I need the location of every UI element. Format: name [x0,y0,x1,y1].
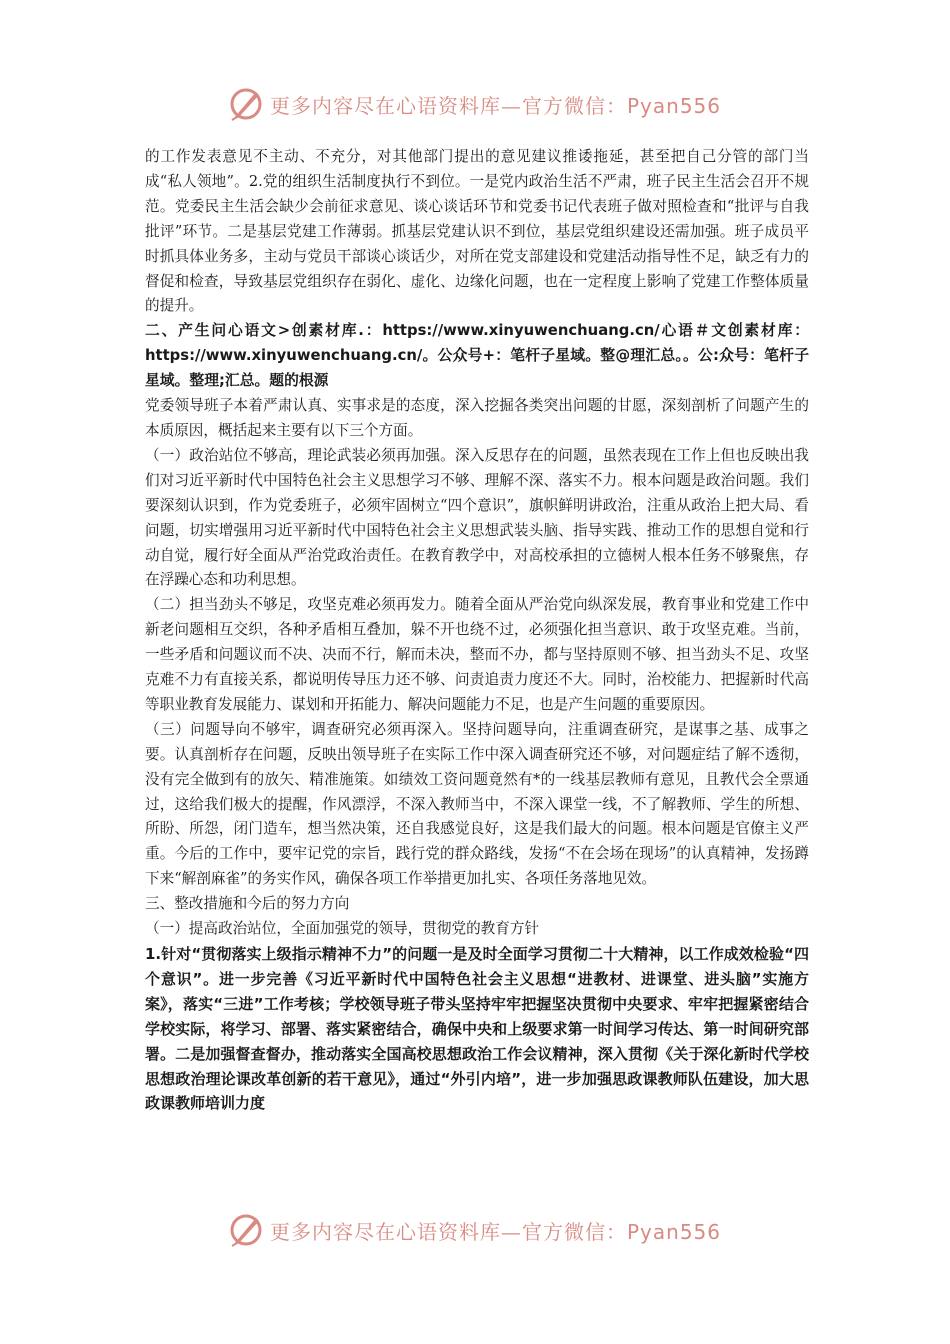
paragraph-1: 的工作发表意见不主动、不充分，对其他部门提出的意见建议推诿拖延，甚至把自己分管的部门当成“私人领地”。2.党的组织生活制度执行不到位。一是党内政治生活不严肃，班子民主生活会召开不规范。党委民主生活会缺少会前征求意见、谈心谈话环节和党委书记代表班子做对照检查和“批评与自我批评”环节。二是基层党建工作薄弱。抓基层党建认识不到位，基层党组织建设还需加强。班子成员平时抓具体业务多，主动与党员干部谈心谈话少，对所在党支部建设和党建活动指导性不足，缺乏有力的督促和检查，导致基层党组织存在弱化、虚化、边缘化问题，也在一定程度上影响了党建工作整体质量的提升。 [145,148,809,315]
header-banner [226,84,721,124]
banner-wechat-id: Pyan556 [627,1219,722,1244]
banner-text [270,90,721,119]
paragraph-5: （二）担当劲头不够足，攻坚克难必须再发力。随着全面从严治党向纵深发展，教育事业和党建工作中新老问题相互交织，各种矛盾相互叠加，躲不开也绕不过，必须强化担当意识、敢于攻坚克难。当前，一些矛盾和问题议而不决、决而不行，解而未决，整而不办，都与坚持原则不够、担当劲头不足、攻坚克难不力有直接关系，都说明传导压力还不够、问责追责力度还不大。同时，治校能力、把握新时代高等职业教育发展能力、谋划和开拓能力、解决问题能力不足，也是产生问题的重要原因。 [145,596,809,713]
section-heading-2: 二、产生问心语文>创素材库.：https://www.xinyuwenchuang.cn/心语＃文创素材库：https://www.xinyuwenchuang.cn/。公众号+：笔杆子星域。整@理汇总。。公:众号：笔杆子星域。整理;汇总。题的根源 [145,322,809,390]
banner-main-text: 更多内容尽在心语资料库—官方微信： [270,93,627,118]
paragraph-3: 党委领导班子本着严肃认真、实事求是的态度，深入挖掘各类突出问题的甘愿，深刻剖析了问题产生的本质原因，概括起来主要有以下三个方面。 [145,397,809,439]
quill-logo-icon [226,1210,266,1250]
paragraph-measures-1: 1.针对“贯彻落实上级指示精神不力”的问题一是及时全面学习贯彻二十大精神，以工作成效检验“四个意识”。进一步完善《习近平新时代中国特色社会主义思想“进教材、进课堂、进头脑”实施方案》，落实“三进”工作考核；学校领导班子带头坚持牢牢把握坚决贯彻中央要求、牢牢把握紧密结合学校实际，将学习、部署、落实紧密结合，确保中央和上级要求第一时间学习传达、第一时间研究部署。二是加强督查督办，推动落实全国高校思想政治工作会议精神，深入贯彻《关于深化新时代学校思想政治理论课改革创新的若干意见》，通过“外引内培”，进一步加强思政课教师队伍建设，加大思政课教师培训力度 [145,945,809,1113]
section-heading-3: 三、整改措施和今后的努力方向 [145,895,350,913]
banner-text [270,1216,721,1245]
subsection-heading-1: （一）提高政治站位，全面加强党的领导，贯彻党的教育方针 [145,920,540,938]
banner-wechat-id: Pyan556 [627,93,722,118]
quill-logo-icon [226,84,266,124]
paragraph-6: （三）问题导向不够牢，调查研究必须再深入。坚持问题导向，注重调查研究，是谋事之基、成事之要。认真剖析存在问题，反映出领导班子在实际工作中深入调查研究还不够，对问题症结了解不透彻，没有完全做到有的放矢、精准施策。如绩效工资问题竟然有*的一线基层教师有意见，且教代会全票通过，这给我们极大的提醒，作风漂浮，不深入教师当中，不深入课堂一线，不了解教师、学生的所想、所盼、所怨，闭门造车，想当然决策，还自我感觉良好，这是我们最大的问题。根本问题是官僚主义严重。今后的工作中，要牢记党的宗旨，践行党的群众路线，发扬“不在会场在现场”的认真精神，发扬蹲下来“解剖麻雀”的务实作风，确保各项工作举措更加扎实、各项任务落地见效。 [145,720,809,888]
document-body [145,145,809,1116]
banner-main-text: 更多内容尽在心语资料库—官方微信： [270,1219,627,1244]
footer-banner [226,1210,721,1250]
paragraph-4: （一）政治站位不够高，理论武装必须再加强。深入反思存在的问题，虽然表现在工作上但也反映出我们对习近平新时代中国特色社会主义思想学习不够、理解不深、落实不力。根本问题是政治问题。我们要深刻认识到，作为党委班子，必须牢固树立“四个意识”，旗帜鲜明讲政治，注重从政治上把大局、看问题，切实增强用习近平新时代中国特色社会主义思想武装头脑、指导实践、推动工作的思想自觉和行动自觉，履行好全面从严治党政治责任。在教育教学中，对高校承担的立德树人根本任务不够聚焦，存在浮躁心态和功利思想。 [145,446,809,589]
